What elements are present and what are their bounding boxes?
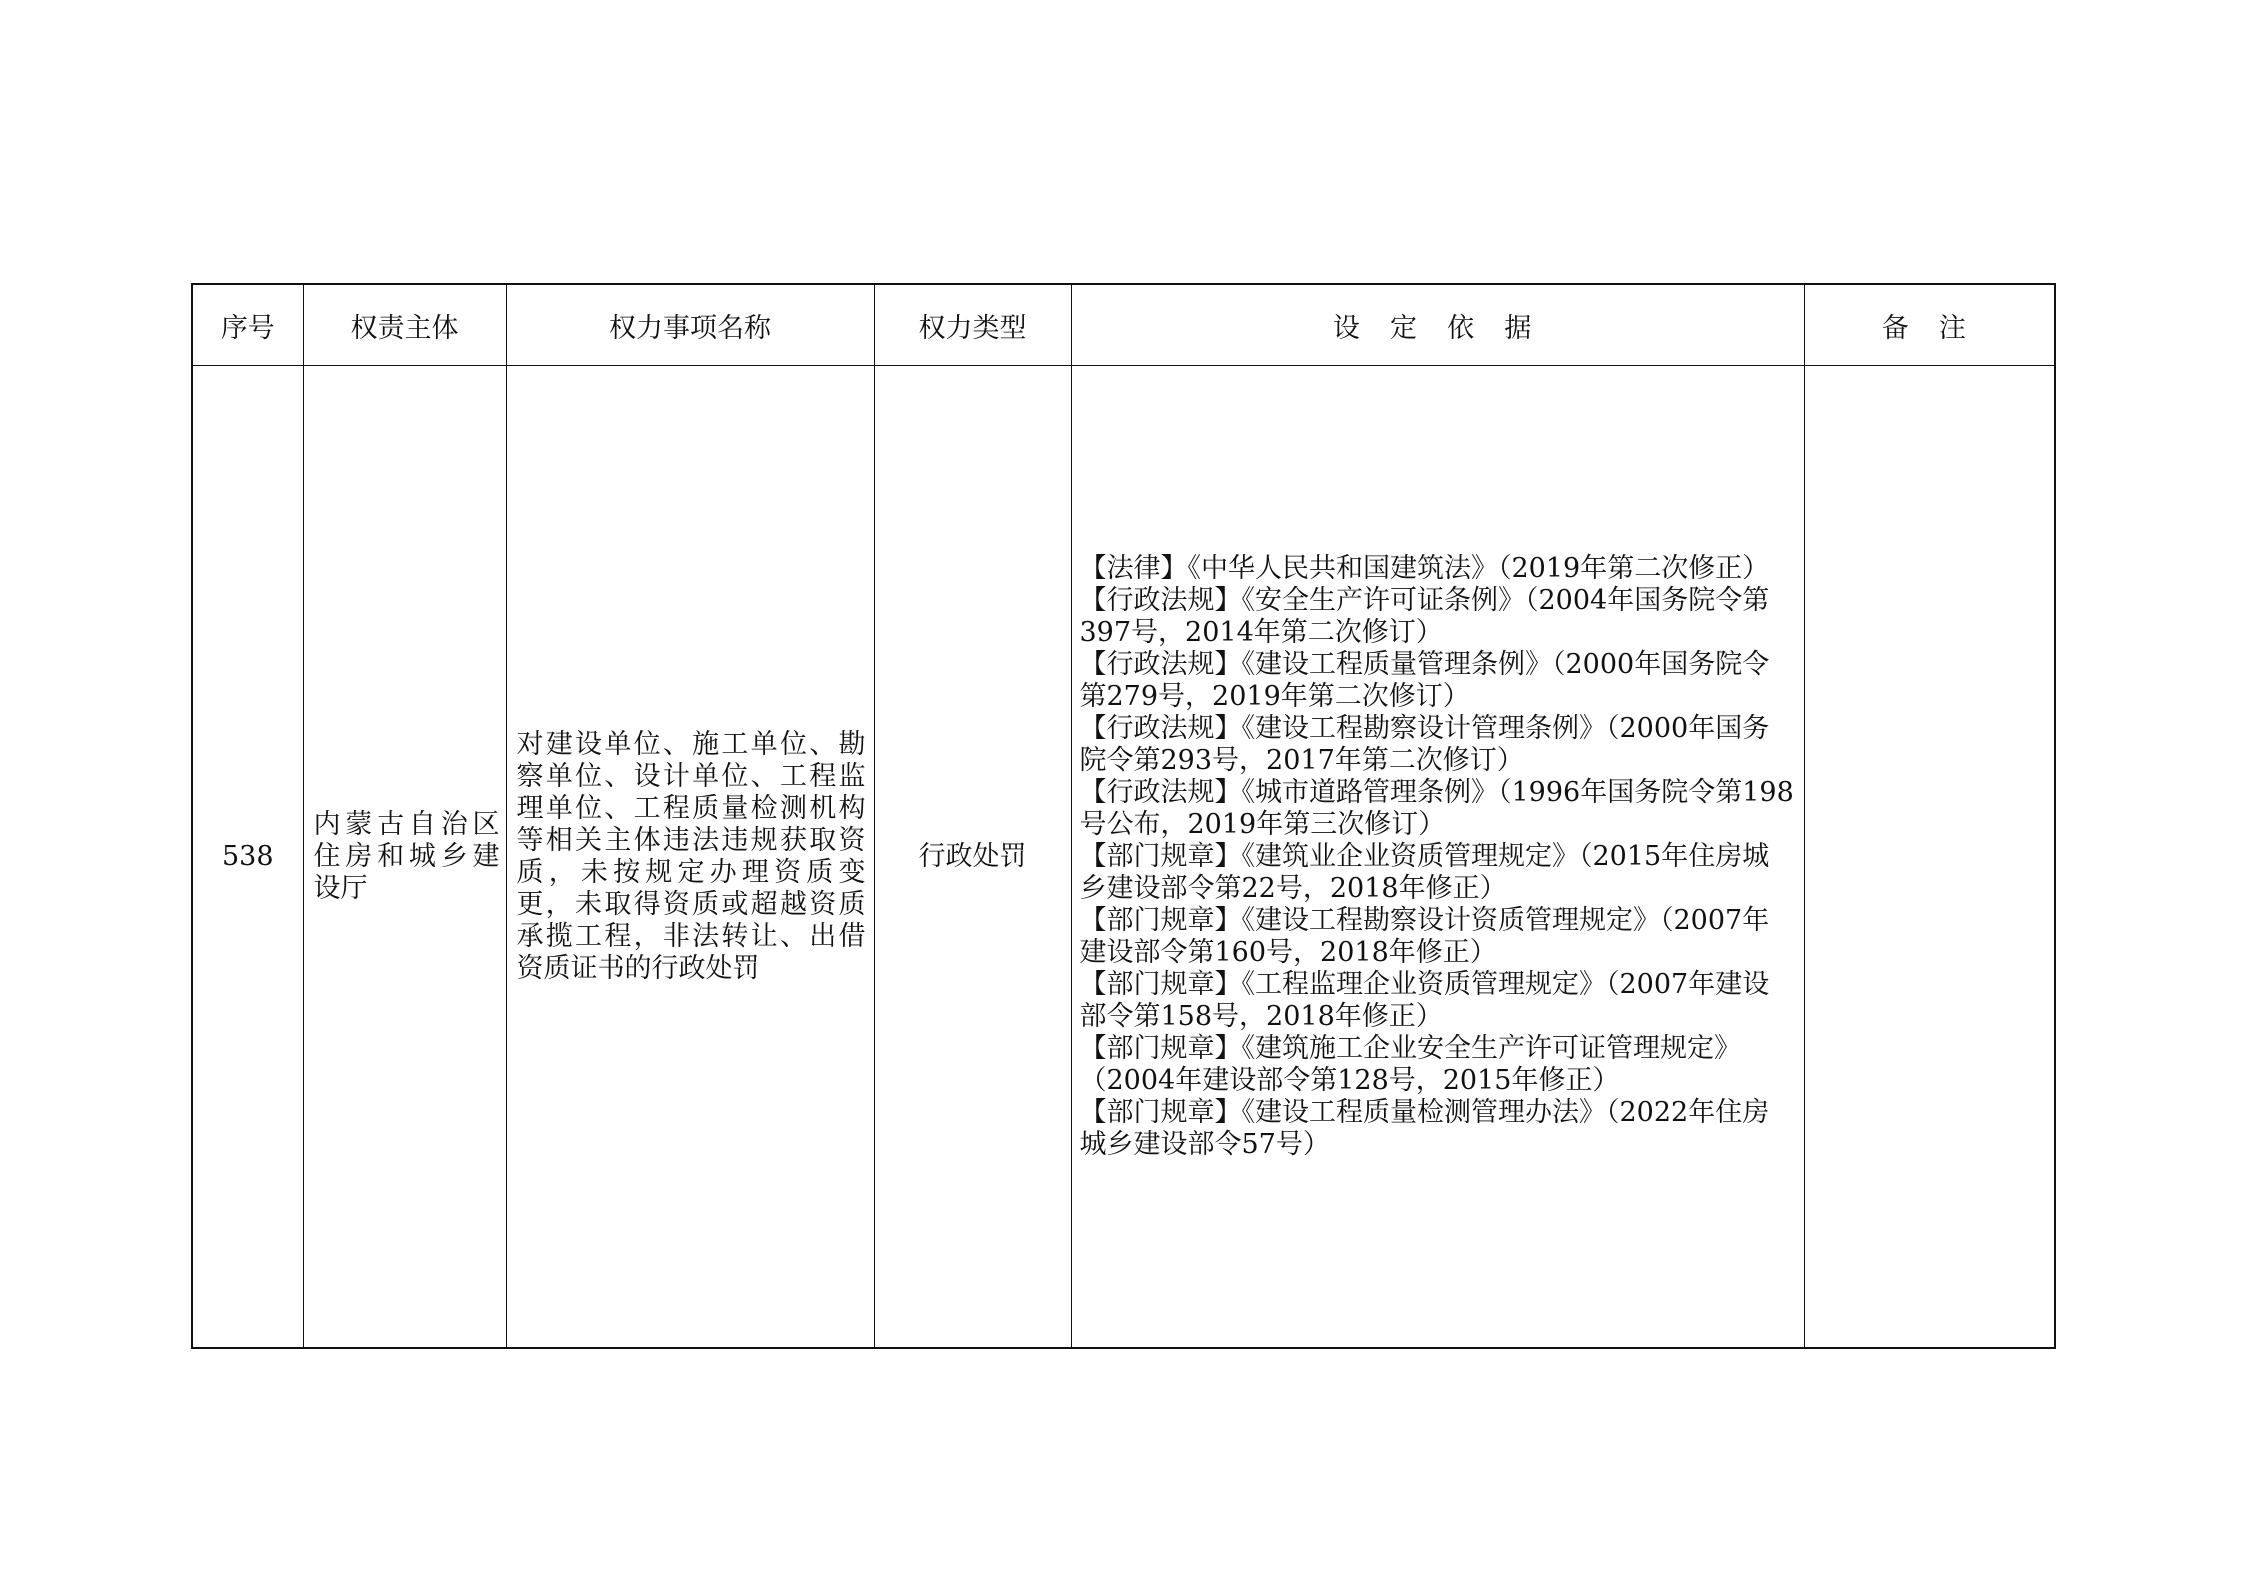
header-item-name: 权力事项名称	[506, 284, 874, 366]
cell-subject: 内蒙古自治区住房和城乡建设厅	[303, 366, 506, 1349]
basis-entry: 【部门规章】《建筑施工企业安全生产许可证管理规定》（2004年建设部令第128号，2015年修正）	[1079, 1032, 1741, 1096]
table-row	[192, 366, 2055, 1349]
cell-remark	[1804, 366, 2055, 1349]
header-power-type: 权力类型	[874, 284, 1071, 366]
basis-entry: 【部门规章】《建设工程勘察设计资质管理规定》（2007年建设部令第160号，2018年修正）	[1079, 904, 1770, 968]
cell-no: 538	[192, 366, 303, 1349]
basis-entry: 【行政法规】《城市道路管理条例》（1996年国务院令第198号公布，2019年第三次修订）	[1079, 776, 1794, 840]
power-list-table	[191, 283, 2056, 1349]
table-header-row	[192, 284, 2055, 366]
basis-entry: 【行政法规】《建设工程质量管理条例》（2000年国务院令第279号，2019年第二次修订）	[1079, 648, 1770, 712]
basis-entry: 【部门规章】《工程监理企业资质管理规定》（2007年建设部令第158号，2018年修正）	[1079, 968, 1770, 1032]
basis-entry: 【行政法规】《安全生产许可证条例》（2004年国务院令第397号，2014年第二次修订）	[1079, 584, 1770, 648]
header-subject: 权责主体	[303, 284, 506, 366]
cell-power-type: 行政处罚	[874, 366, 1071, 1349]
cell-item-name: 对建设单位、施工单位、勘察单位、设计单位、工程监理单位、工程质量检测机构等相关主体违法违规获取资质，未按规定办理资质变更，未取得资质或超越资质承揽工程，非法转让、出借资质证书的行政处罚	[506, 366, 874, 1349]
basis-entry: 【法律】《中华人民共和国建筑法》（2019年第二次修正）	[1079, 552, 1770, 584]
basis-entry: 【部门规章】《建设工程质量检测管理办法》（2022年住房城乡建设部令57号）	[1079, 1096, 1770, 1160]
header-no: 序号	[192, 284, 303, 366]
basis-entry: 【行政法规】《建设工程勘察设计管理条例》（2000年国务院令第293号，2017年第二次修订）	[1079, 712, 1770, 776]
header-remark: 备 注	[1804, 284, 2055, 366]
header-legal-basis: 设 定 依 据	[1071, 284, 1804, 366]
basis-entry: 【部门规章】《建筑业企业资质管理规定》（2015年住房城乡建设部令第22号，2018年修正）	[1079, 840, 1770, 904]
cell-legal-basis	[1071, 366, 1804, 1349]
